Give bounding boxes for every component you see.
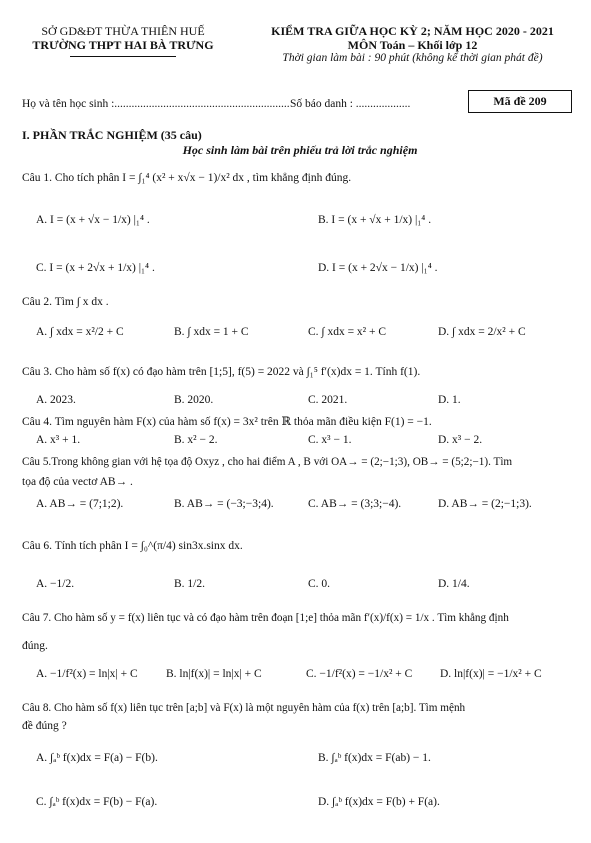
q4-stem: Câu 4. Tìm nguyên hàm F(x) của hàm số f(x) = 3x² trên ℝ thỏa mãn điều kiện F(1) = −1. bbox=[22, 416, 432, 428]
student-number-field: Số báo danh : ................... bbox=[290, 98, 411, 110]
q8-option-c: C. ∫ₐᵇ f(x)dx = F(b) − F(a). bbox=[36, 796, 158, 808]
q8-option-a: A. ∫ₐᵇ f(x)dx = F(a) − F(b). bbox=[36, 752, 158, 764]
q6-stem: Câu 6. Tính tích phân I = ∫₀^(π/4) sin3x.sinx dx. bbox=[22, 540, 243, 552]
q7-option-a: A. −1/f²(x) = ln|x| + C bbox=[36, 668, 138, 680]
q3-option-b: B. 2020. bbox=[174, 394, 214, 406]
q7-option-c: C. −1/f²(x) = −1/x² + C bbox=[306, 668, 413, 680]
dept-name: SỞ GD&ĐT THỪA THIÊN HUẾ bbox=[41, 24, 205, 38]
q6-option-b: B. 1/2. bbox=[174, 578, 205, 590]
student-name-field: Họ và tên học sinh :............................................................. bbox=[22, 98, 290, 110]
q1-option-a: A. I = (x + √x − 1/x) |₁⁴ . bbox=[36, 214, 150, 226]
q1-option-b: B. I = (x + √x + 1/x) |₁⁴ . bbox=[318, 214, 432, 226]
q6-option-d: D. 1/4. bbox=[438, 578, 470, 590]
school-name: TRƯỜNG THPT HAI BÀ TRƯNG bbox=[32, 38, 214, 52]
section-note: Học sinh làm bài trên phiếu trả lời trắc nghiệm bbox=[182, 143, 418, 157]
exam-time: Thời gian làm bài : 90 phút (không kể thời gian phát đề) bbox=[282, 52, 543, 64]
q8-option-d: D. ∫ₐᵇ f(x)dx = F(b) + F(a). bbox=[318, 796, 440, 808]
q7-stem: Câu 7. Cho hàm số y = f(x) liên tục và có đạo hàm trên đoạn [1;e] thỏa mãn f′(x)/f(x) = 1/x . Tìm khẳng định bbox=[22, 612, 509, 624]
q7-option-b: B. ln|f(x)| = ln|x| + C bbox=[166, 668, 262, 680]
q4-option-c: C. x³ − 1. bbox=[308, 434, 352, 446]
q5-option-a: A. AB→ = (7;1;2). bbox=[36, 498, 124, 510]
q4-option-a: A. x³ + 1. bbox=[36, 434, 81, 446]
q4-option-d: D. x³ − 2. bbox=[438, 434, 483, 446]
q1-option-c: C. I = (x + 2√x + 1/x) |₁⁴ . bbox=[36, 262, 155, 274]
q2-option-c: C. ∫ xdx = x² + C bbox=[308, 326, 387, 338]
q5-option-c: C. AB→ = (3;3;−4). bbox=[308, 498, 402, 510]
q4-option-b: B. x² − 2. bbox=[174, 434, 218, 446]
q3-option-a: A. 2023. bbox=[36, 394, 76, 406]
q3-stem: Câu 3. Cho hàm số f(x) có đạo hàm trên [1;5], f(5) = 2022 và ∫₁⁵ f′(x)dx = 1. Tính f(1). bbox=[22, 366, 421, 378]
q5-stem-cont: tọa độ của vectơ AB→ . bbox=[22, 476, 133, 488]
q8-stem-cont: đề đúng ? bbox=[22, 720, 67, 732]
q7-option-d: D. ln|f(x)| = −1/x² + C bbox=[440, 668, 542, 680]
q1-option-d: D. I = (x + 2√x − 1/x) |₁⁴ . bbox=[318, 262, 438, 274]
q5-stem: Câu 5.Trong không gian với hệ tọa độ Oxyz , cho hai điểm A , B với OA→ = (2;−1;3), OB→ = (5;2;−1). Tìm bbox=[22, 456, 513, 468]
section-title: I. PHẦN TRẮC NGHIỆM (35 câu) bbox=[22, 128, 202, 142]
q8-option-b: B. ∫ₐᵇ f(x)dx = F(ab) − 1. bbox=[318, 752, 431, 764]
q7-stem-cont: đúng. bbox=[22, 640, 48, 652]
q6-option-c: C. 0. bbox=[308, 578, 331, 590]
q2-option-a: A. ∫ xdx = x²/2 + C bbox=[36, 326, 124, 338]
q8-stem: Câu 8. Cho hàm số f(x) liên tục trên [a;b] và F(x) là một nguyên hàm của f(x) trên [a;b]. Tìm mệnh bbox=[22, 702, 466, 714]
q2-option-d: D. ∫ xdx = 2/x² + C bbox=[438, 326, 526, 338]
q5-option-b: B. AB→ = (−3;−3;4). bbox=[174, 498, 274, 510]
exam-code-box: Mã đề 209 bbox=[468, 90, 572, 113]
school-underline bbox=[70, 56, 176, 57]
q2-option-b: B. ∫ xdx = 1 + C bbox=[174, 326, 249, 338]
exam-title: KIỂM TRA GIỮA HỌC KỲ 2; NĂM HỌC 2020 - 2021 bbox=[271, 24, 554, 38]
q2-stem: Câu 2. Tìm ∫ x dx . bbox=[22, 296, 109, 308]
exam-subject: MÔN Toán – Khối lớp 12 bbox=[347, 38, 478, 52]
q3-option-d: D. 1. bbox=[438, 394, 461, 406]
q5-option-d: D. AB→ = (2;−1;3). bbox=[438, 498, 532, 510]
q6-option-a: A. −1/2. bbox=[36, 578, 75, 590]
q1-stem: Câu 1. Cho tích phân I = ∫₁⁴ (x² + x√x − 1)/x² dx , tìm khẳng định đúng. bbox=[22, 172, 352, 184]
q3-option-c: C. 2021. bbox=[308, 394, 348, 406]
